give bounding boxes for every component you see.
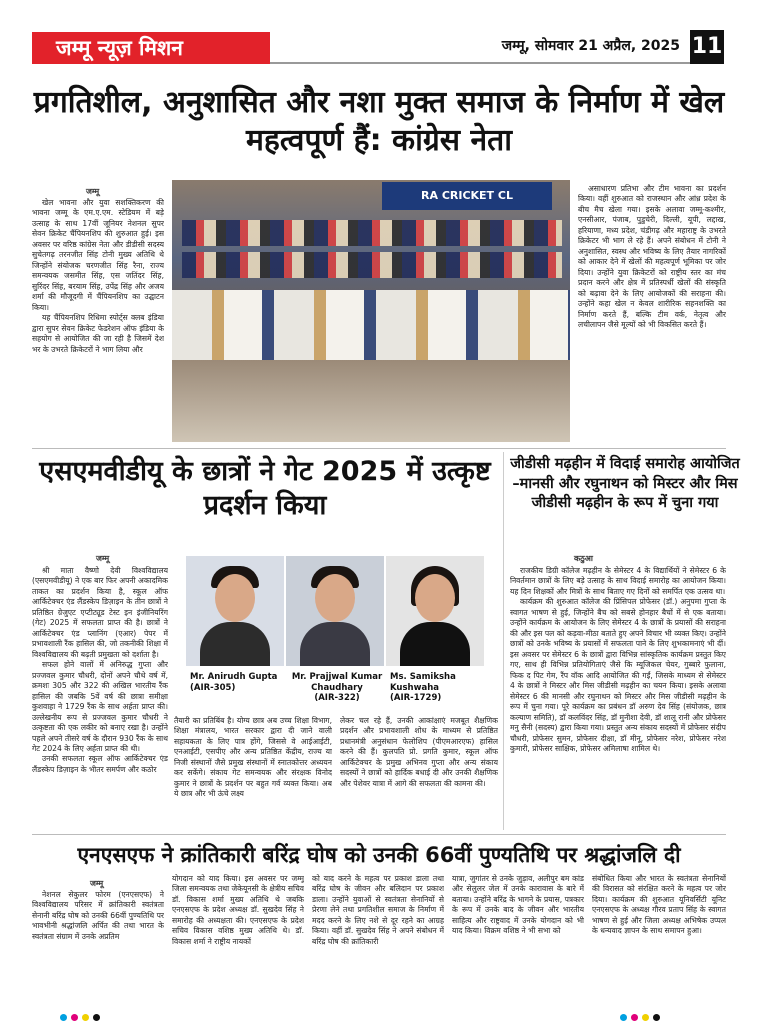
- student-name: Mr. Anirudh Gupta: [190, 672, 278, 682]
- print-registration-marks-right: [620, 1006, 664, 1025]
- story3-para: राजकीय डिग्री कॉलेज मढ़हीन के सेमेस्टर 4 के विद्यार्थियों ने सेमेस्टर 6 के निवर्तमान छात्रों के लिए बड़े उत्साह के साथ विदाई समारोह का आयोजन किया। यह दिन शिक्षकों और मित्रों के साथ बिताए गए दिनों को समर्पित एक उत्सव था।: [510, 566, 726, 596]
- story2-col3-para: लेकर चल रहे हैं, उनकी आकांक्षाएं मजबूत शैक्षणिक प्रदर्शन और प्रभावशाली शोध के माध्यम से प्रतिष्ठित प्रधानमंत्री अनुसंधान फेलोशिप (पीएमआरएफ) हासिल करने की हैं। कुलपति प्रो. प्रगति कुमार, स्कूल ऑफ आर्किटेक्चर के प्रमुख अभिनव गुप्ता और अन्य संकाय सदस्यों ने छात्रों को हार्दिक बधाई दी और उनकी शैक्षणिक और पेशेवर यात्रा में आगे की सफलता की कामना की।: [340, 716, 498, 788]
- story1-column-1: [32, 198, 164, 444]
- story1-event-photo: [172, 180, 570, 442]
- student-rank: (AIR-1729): [390, 693, 442, 704]
- masthead-paper-name: जम्मू न्यूज़ मिशन: [32, 32, 270, 64]
- student-photo-3: [386, 556, 484, 666]
- photo-front-row: [172, 290, 570, 360]
- story4-column-4: [452, 874, 584, 994]
- student-caption-2: [290, 672, 384, 704]
- story4-headline: एनएसएफ ने क्रांतिकारी बरिंद्र घोष को उनकी 66वीं पुण्यतिथि पर श्रद्धांजलि दी: [77, 843, 681, 867]
- student-caption-3: [390, 672, 494, 704]
- story1-dateline: जम्मू: [86, 187, 100, 196]
- story2-col1-para: सफल होने वालों में अनिरुद्ध गुप्ता और प्रज्जवल कुमार चौधरी, दोनों अपने चौथे वर्ष में, क्रमशः 305 और 322 की अखिल भारतीय रैंक हासिल की जबकि 5वें वर्ष की छात्रा समीक्षा कुशवाहा ने 1729 रैंक के साथ अर्हता प्राप्त की। उल्लेखनीय रूप से प्रज्जवल कुमार चौधरी ने उत्कृष्टता की एक लकीर को बनाए रखा है। उन्होंने पहले अपने तीसरे वर्ष के दौरान 930 रैंक के साथ गेट 2024 के लिए अर्हता प्राप्त की थी।: [32, 660, 168, 753]
- story2-column-2: [174, 716, 332, 828]
- story4-column-2: [172, 874, 304, 994]
- story4-col4-para: यात्रा, जुगांतर से उनके जुड़ाव, अलीपुर बम कांड और सेलुलर जेल में उनके कारावास के बारे में बताया। उन्होंने बरिंद्र के भागने के प्रयास, पत्रकार के रूप में उनके बाद के जीवन और भारतीय साहित्य और राष्ट्रवाद में उनके योगदान को भी याद किया। विक्रम वशिष्ठ ने भी सभा को: [452, 874, 584, 936]
- student-rank: (AIR-305): [190, 682, 236, 693]
- story1-col1-para: यह चैंपियनशिप रिधिमा स्पोर्ट्स क्लब इंडिया द्वारा सुपर सेवन क्रिकेट फेडरेशन ऑफ इंडिया के सहयोग से आयोजित की जा रही है जिसमें देश भर के उभरते क्रिकेटरों ने भाग लिया और: [32, 313, 164, 354]
- student-photo-2: [286, 556, 384, 666]
- story4-column-1: [32, 890, 164, 994]
- student-photo-1: [186, 556, 284, 666]
- photo-crowd-row: [182, 252, 562, 278]
- story1-col3-para: असाधारण प्रतिभा और टीम भावना का प्रदर्शन किया। वहीं शुरुआत को राजस्थान और आंध्र प्रदेश के बीच मैच खेला गया। इसके अलावा जम्मू-कश्मीर, एनसीआर, पंजाब, पुडुचेरी, दिल्ली, यूपी, लद्दाख, हरियाणा, मध्य प्रदेश, चंडीगढ़ और महाराष्ट्र के उभरते क्रिकेटर भी भाग ले रहे हैं। अपने संबोधन में टोनी ने अनुशासित, स्वस्थ और भविष्य के लिए तैयार नागरिकों को आकार देने में खेलों की महत्वपूर्ण भूमिका पर जोर दिया। उन्होंने युवा क्रिकेटरों को राष्ट्रीय स्तर का मंच प्रदान करने और क्षेत्र में प्रतिस्पर्धी खेलों की संस्कृति को बढ़ावा देने के लिए आयोजकों की सराहना की। उन्होंने कहा खेल न केवल शारीरिक सहनशक्ति का निर्माण करते हैं, बल्कि टीम वर्क, नेतृत्व और लचीलापन जैसे मूल्यों को भी विकसित करते हैं।: [578, 184, 726, 330]
- story4-col5-para: संबोधित किया और भारत के स्वतंत्रता सेनानियों की विरासत को संरक्षित करने के महत्व पर जोर दिया। कार्यक्रम की शुरुआत यूनिवर्सिटी यूनिट एनएसएफ के अध्यक्ष गौरव प्रताप सिंह के स्वागत भाषण से हुई और जिला अध्यक्ष अभिषेक उप्पल के धन्यवाद ज्ञापन के साथ समापन हुआ।: [592, 874, 726, 936]
- story4-dateline: जम्मू: [90, 879, 104, 888]
- section-divider: [32, 448, 726, 449]
- story3-body: [510, 566, 726, 828]
- student-name: Ms. Samiksha Kushwaha: [390, 672, 456, 693]
- story4-column-3: [312, 874, 444, 994]
- story2-col1-para: श्री माता वैष्णो देवी विश्वविद्यालय (एसएमवीडीयू) ने एक बार फिर अपनी अकादमिक ताकत का प्रदर्शन किया है, स्कूल ऑफ आर्किटेक्चर एंड लैंडस्केप डिज़ाइन के तीन छात्रों ने प्रतिष्ठित ग्रेजुएट एप्टीट्यूड टेस्ट इन इंजीनियरिंग (गेट) 2025 में सफलता प्राप्त की है। छात्रों ने आर्किटेक्चर एंड प्लानिंग (एआर) पेपर में प्रभावशाली रैंक हासिल की, जो तकनीकी शिक्षा में विश्वविद्यालय की बढ़ती प्रमुखता को दर्शाता है।: [32, 566, 168, 659]
- print-registration-marks: [60, 1006, 698, 1014]
- masthead-date: जम्मू, सोमवार 21 अप्रैल, 2025: [501, 38, 680, 54]
- story2-col2-para: तैयारी का प्रतिबिंब है। योग्य छात्र अब उच्च शिक्षा विभाग, शिक्षा मंत्रालय, भारत सरकार द्वारा दी जाने वाली सहायकता के लिए पात्र होंगे, जिससे वे आईआईटी, एनआईटी, एसपीए और अन्य प्रतिष्ठित केंद्रीय, राज्य या निजी संस्थानों जैसे प्रमुख संस्थानों में स्नातकोत्तर अध्ययन कर सकेंगे। संकाय गेट समन्वयक और संरक्षक विनोद कुमार ने छात्रों के प्रदर्शन पर बहुत गर्व व्यक्त किया। अब ये छात्र और भी ऊंचे लक्ष्य: [174, 716, 332, 799]
- story2-column-3: [340, 716, 498, 828]
- story1-col1-para: खेल भावना और युवा सशक्तिकरण की भावना जम्मू के एम.ए.एम. स्टेडियम में बड़े उत्साह के साथ 17वीं जूनियर नेशनल सुपर सेवन क्रिकेट चैंपियनशिप की शुरुआत हुई। इस अवसर पर वरिष्ठ कांग्रेस नेता और डीडीसी सदस्य सुचेतगढ़ तरनजीत सिंह टोनी मुख्य अतिथि थे जिन्होंने संयोजक चरणजीत सिंह रैना, राज्य समन्वयक जसमीत सिंह, एस जतिंदर सिंह, सुरिंदर सिंह, बरयाम सिंह, उपेंद्र सिंह और अजय शर्मा की मौजूदगी में चैंपियनशिप का उद्घाटन किया।: [32, 198, 164, 312]
- story2-headline: एसएमवीडीयू के छात्रों ने गेट 2025 में उत्कृष्ट प्रदर्शन किया: [39, 456, 491, 521]
- student-name: Mr. Prajjwal Kumar Chaudhary: [291, 672, 383, 693]
- student-rank: (AIR-322): [314, 693, 360, 704]
- photo-banner: RA CRICKET CL: [382, 182, 552, 210]
- page-number: 11: [690, 30, 724, 64]
- story3-headline: जीडीसी मढ़हीन में विदाई समारोह आयोजित –मानसी और रघुनाथन को मिस्टर और मिस जीडीसी मढ़हीन के रूप में चुना गया: [510, 456, 740, 512]
- story2-column-1: [32, 566, 168, 828]
- story4-col1-para: नेशनल सेकुलर फोरम (एनएसएफ) ने विश्वविद्यालय परिसर में क्रांतिकारी स्वतंत्रता सेनानी बरिंद्र घोष को उनकी 66वीं पुण्यतिथि पर भावभीनी श्रद्धांजलि अर्पित की तथा भारत के स्वतंत्रता संग्राम में उनके अप्रतिम: [32, 890, 164, 941]
- column-divider: [503, 452, 504, 830]
- photo-crowd-row: [182, 220, 562, 246]
- story1-column-3: [578, 184, 726, 442]
- story4-col2-para: योगदान को याद किया। इस अवसर पर जम्मू जिला समन्वयक तथा जेकेयूनसी के क्षेत्रीय सचिव डॉ. विकास शर्मा मुख्य अतिथि थे जबकि एनएसएफ के प्रदेश अध्यक्ष डॉ. सुखदेव सिंह ने समारोह की अध्यक्षता की। एनएसएफ के प्रदेश सचिव विकास वशिष्ठ मुख्य अतिथि थे। डॉ. विकास शर्मा ने राष्ट्रीय नायकों: [172, 874, 304, 946]
- story3-para: कार्यक्रम की शुरुआत कॉलेज की प्रिंसिपल प्रोफेसर (डॉ.) अनुपमा गुप्ता के स्वागत भाषण से हुई, जिन्होंने बैच को सबसे होनहार बैचों में से एक बताया। उन्होंने कार्यक्रम के आयोजन के लिए सेमेस्टर 4 के छात्रों के प्रयासों की सराहना की और इस पल को कड़वा-मीठा बताते हुए अपने विचार भी व्यक्त किए। उन्होंने छात्रों को उनके भविष्य के प्रयासों में सफलता पाने के लिए शुभकामनाएं भी दीं। इस अवसर पर सेमेस्टर 6 के छात्रों द्वारा विभिन्न सांस्कृतिक कार्यक्रम प्रस्तुत किए गए, साथ ही विभिन्न प्रतियोगिताएं जैसे कि म्यूजिकल चेयर, गुब्बारे फुलाना, फिक द पिट गेम, रैंप वॉक आदि आयोजित की गईं, जिसके माध्यम से सेमेस्टर 4 के छात्रों ने मिस्टर और मिस जीडीसी मढ़हीन का चयन किया। इसके अलावा सेमेस्टर 6 की मानसी और रघुनाथन को मिस्टर और मिस जीडीसी मढ़हीन के रूप में चुना गया। पूरे कार्यक्रम का प्रबंधन डॉ अरुण देव सिंह (संयोजक, छात्र कल्याण समिति), डॉ कलविंदर सिंह, डॉ मुनीशा देवी, डॉ शालू रानी और प्रोफेसर मनु सैनी (सदस्य) द्वारा किया गया। प्रस्तुत अन्य संकाय सदस्यों में प्रोफेसर संदीप चौधरी, प्रोफेसर सुमन, प्रोफेसर दीक्षा, डॉ मीनू, प्रोफेसर नरेश, प्रोफेसर नरेश कुमारी, प्रोफेसर साक्षिक, प्रोफेसर अमिलाषा शामिल थे।: [510, 597, 726, 753]
- story2-col1-para: उनकी सफलता स्कूल ऑफ आर्किटेक्चर एंड लैंडस्केप डिज़ाइन के भीतर समर्पण और कठोर: [32, 754, 168, 774]
- story2-dateline: जम्मू: [96, 554, 110, 563]
- story4-col3-para: को याद करने के महत्व पर प्रकाश डाला तथा बरिंद्र घोष के जीवन और बलिदान पर प्रकाश डाला। उन्होंने युवाओं से स्वतंत्रता सेनानियों से प्रेरणा लेने तथा प्रगतिशील समाज के निर्माण में मदद करने के लिए नशे से दूर रहने का आग्रह किया। वहीं डॉ. सुखदेव सिंह ने अपने संबोधन में बरिंद्र घोष की क्रांतिकारी: [312, 874, 444, 946]
- story3-dateline: कठुआ: [574, 554, 593, 563]
- section-divider: [32, 834, 726, 835]
- story1-headline: प्रगतिशील, अनुशासित और नशा मुक्त समाज के निर्माण में खेल महत्वपूर्ण हैं: कांग्रेस नेता: [33, 85, 725, 158]
- student-caption-1: [190, 672, 284, 693]
- story4-column-5: [592, 874, 726, 994]
- photo-foreground: [172, 360, 570, 442]
